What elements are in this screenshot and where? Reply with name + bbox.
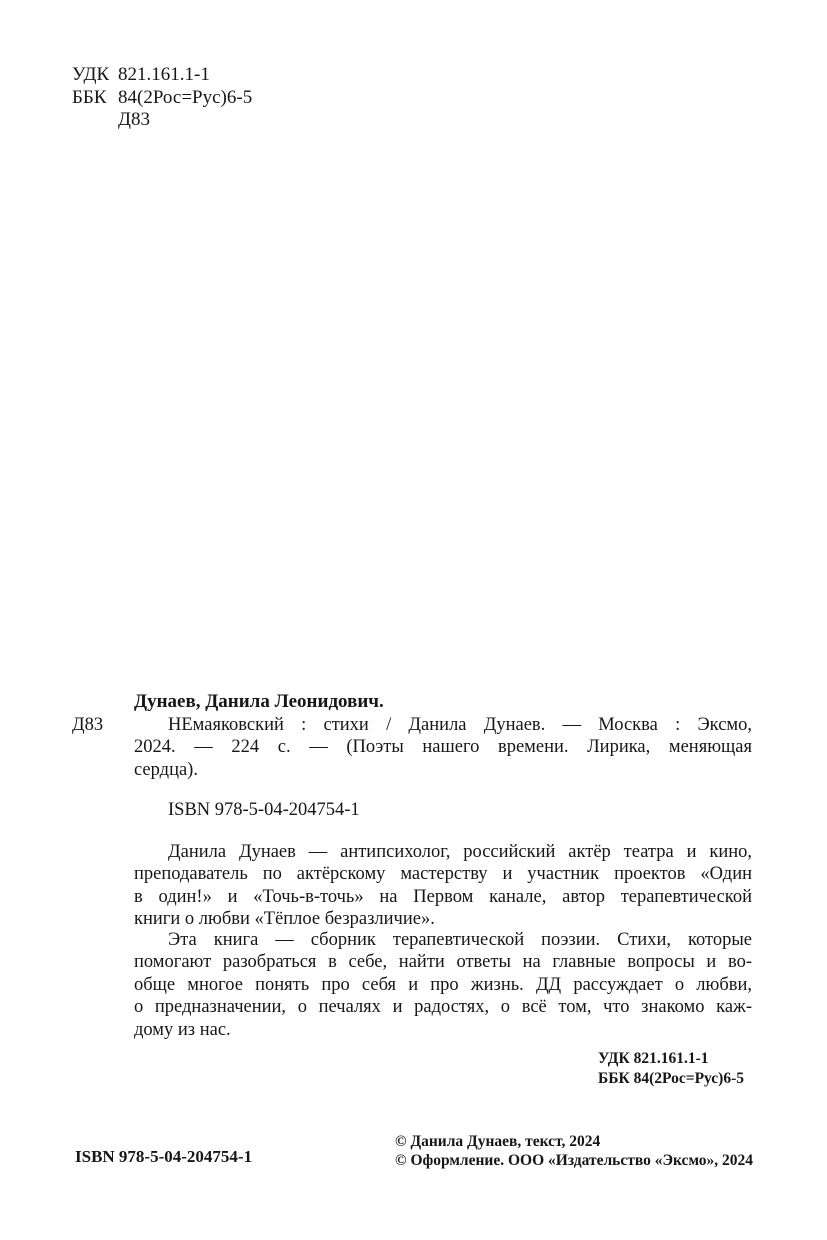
text-line: НЕмаяковский : стихи / Данила Дунаев. — Москва : Эксмо, — [168, 715, 752, 735]
text-line: УДК 821.161.1-1 — [598, 1050, 709, 1067]
author-sign-top: Д83 — [118, 109, 150, 131]
text-line: преподаватель по актёрскому мастерству и участник проектов «Один — [134, 864, 752, 885]
text-line: © Оформление. ООО «Издательство «Эксмо», 2024 — [395, 1151, 754, 1169]
text-line: в один!» и «Точь-в-точь» на Первом канале, автор терапевтической — [134, 886, 752, 907]
top-classification-codes — [72, 64, 252, 132]
text-line: дому из нас. — [134, 1019, 231, 1040]
udk-row — [72, 64, 252, 87]
bottom-classification-codes — [598, 1049, 744, 1088]
text-line: обще многое понять про себя и про жизнь. ДД рассуждает о любви, — [134, 974, 752, 995]
bbk-label: ББК — [72, 86, 107, 108]
text-line: помогают разобраться в себе, найти ответы на главные вопросы и во- — [134, 952, 752, 973]
text-line: о предназначении, о печалях и радостях, о всё том, что знакомо каж- — [134, 997, 752, 1018]
udk-value: 821.161.1-1 — [118, 64, 210, 85]
shelf-code-d83: Д83 — [72, 715, 104, 735]
isbn-line: ISBN 978-5-04-204754-1 — [168, 800, 360, 820]
annotation-paragraph-book — [134, 929, 752, 1041]
bbk-row — [72, 87, 252, 110]
text-line: ББК 84(2Рос=Рус)6-5 — [598, 1069, 745, 1087]
annotation-paragraph-author — [134, 841, 752, 931]
udk-label: УДК — [72, 64, 110, 85]
isbn-bottom: ISBN 978-5-04-204754-1 — [75, 1147, 253, 1166]
text-line: © Данила Дунаев, текст, 2024 — [395, 1133, 601, 1150]
copyright-block — [395, 1133, 753, 1170]
author-sign-row — [72, 109, 252, 132]
bbk-value: 84(2Рос=Рус)6-5 — [118, 86, 253, 108]
text-line: книги о любви «Тёплое безразличие». — [134, 909, 435, 930]
text-line: 2024. — 224 с. — (Поэты нашего времени. Лирика, меняющая — [134, 737, 752, 758]
text-line: Данила Дунаев — антипсихолог, российский актёр театра и кино, — [168, 842, 752, 862]
text-line: Эта книга — сборник терапевтической поэзии. Стихи, которые — [168, 930, 752, 950]
text-line: сердца). — [134, 759, 198, 780]
author-heading: Дунаев, Данила Леонидович. — [134, 691, 384, 712]
bibliographic-entry — [134, 714, 752, 781]
